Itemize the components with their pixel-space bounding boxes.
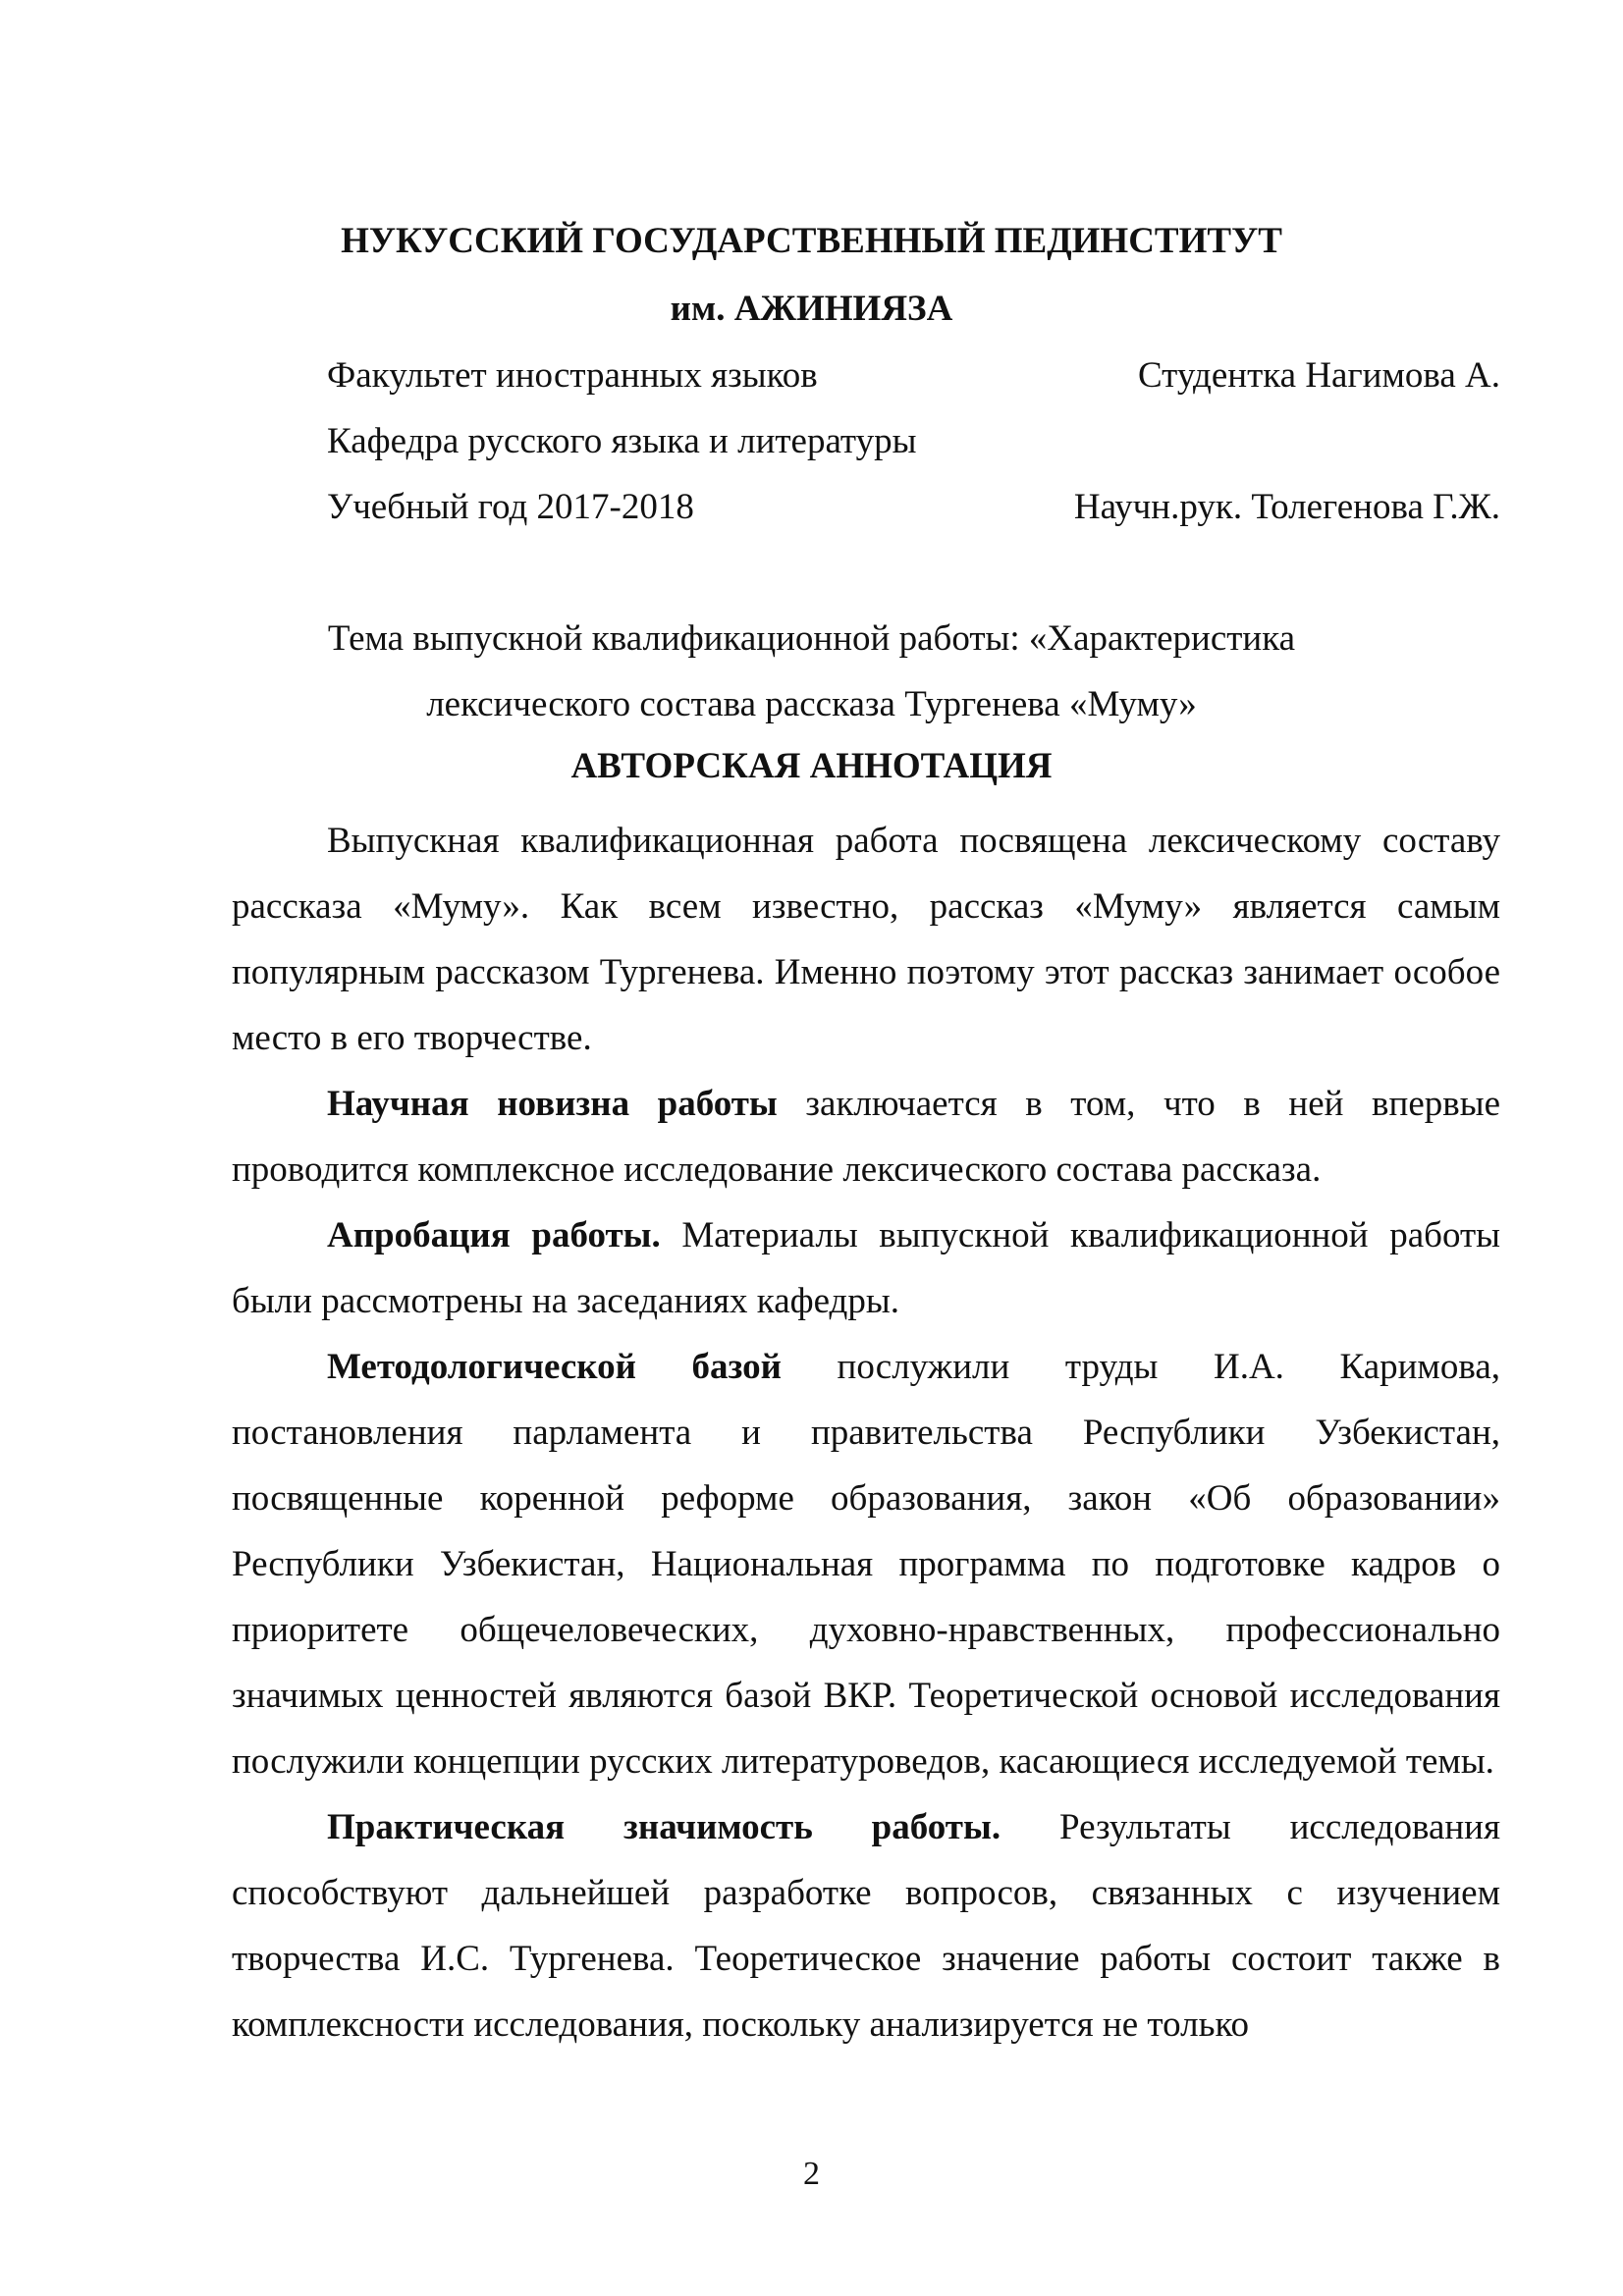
paragraph-methodology [232,1334,1500,1794]
academic-year-label: Учебный год 2017-2018 [327,487,694,527]
institute-title-line1: НУКУССКИЙ ГОСУДАРСТВЕННЫЙ ПЕДИНСТИТУТ [341,221,1282,261]
methodology-heading: Методологической базой [327,1347,782,1387]
annotation-heading: АВТОРСКАЯ АННОТАЦИЯ [570,746,1053,786]
student-label: Студентка Нагимова А. [1137,355,1500,396]
annotation-body [232,808,1500,2057]
practical-text: Результаты исследования способствуют дальнейшей разработке вопросов, связанных с изучением творчества И.С. Тургенева. Теоретическое значение работы состоит также в комплексности исследования, поскольку анализируется не только [232,1807,1500,2045]
approbation-heading: Апробация работы. [327,1215,661,1255]
novelty-heading: Научная новизна работы [327,1084,778,1124]
paragraph-practical [232,1794,1500,2057]
paragraph-approbation [232,1202,1500,1334]
paragraph-novelty [232,1071,1500,1202]
meta-row-department [327,419,1500,464]
practical-heading: Практическая значимость работы. [327,1807,1001,1847]
faculty-label: Факультет иностранных языков [327,355,818,396]
meta-row-year [327,485,1500,530]
meta-row-faculty [327,353,1500,399]
page-number: 2 [803,2156,820,2192]
novelty-text: заключается в том, что в ней впервые проводится комплексное исследование лексического состава рассказа. [232,1084,1500,1190]
methodology-text: послужили труды И.А. Каримова, постановления парламента и правительства Республики Узбекистан, посвященные коренной реформе образования, закон «Об образовании» Республики Узбекистан, Национальная программа по подготовке кадров о приоритете общечеловеческих, духовно-нравственных, профессионально значимых ценностей являются базой ВКР. Теоретической основой исследования послужили концепции русских литературоведов, касающиеся исследуемой темы. [232,1347,1500,1782]
approbation-text: Материалы выпускной квалификационной работы были рассмотрены на заседаниях кафедры. [232,1215,1500,1321]
department-label: Кафедра русского языка и литературы [327,421,917,461]
topic-line1: Тема выпускной квалификационной работы: «Характеристика [327,618,1296,659]
supervisor-label: Научн.рук. Толегенова Г.Ж. [1073,487,1500,527]
topic-line2: лексического состава рассказа Тургенева «Муму» [426,684,1197,724]
institute-title-line2: им. АЖИНИЯЗА [670,289,953,329]
paragraph-intro: Выпускная квалификационная работа посвящена лексическому составу рассказа «Муму». Как всем известно, рассказ «Муму» является самым популярным рассказом Тургенева. Именно поэтому этот рассказ занимает особое место в его творчестве. [232,821,1500,1058]
